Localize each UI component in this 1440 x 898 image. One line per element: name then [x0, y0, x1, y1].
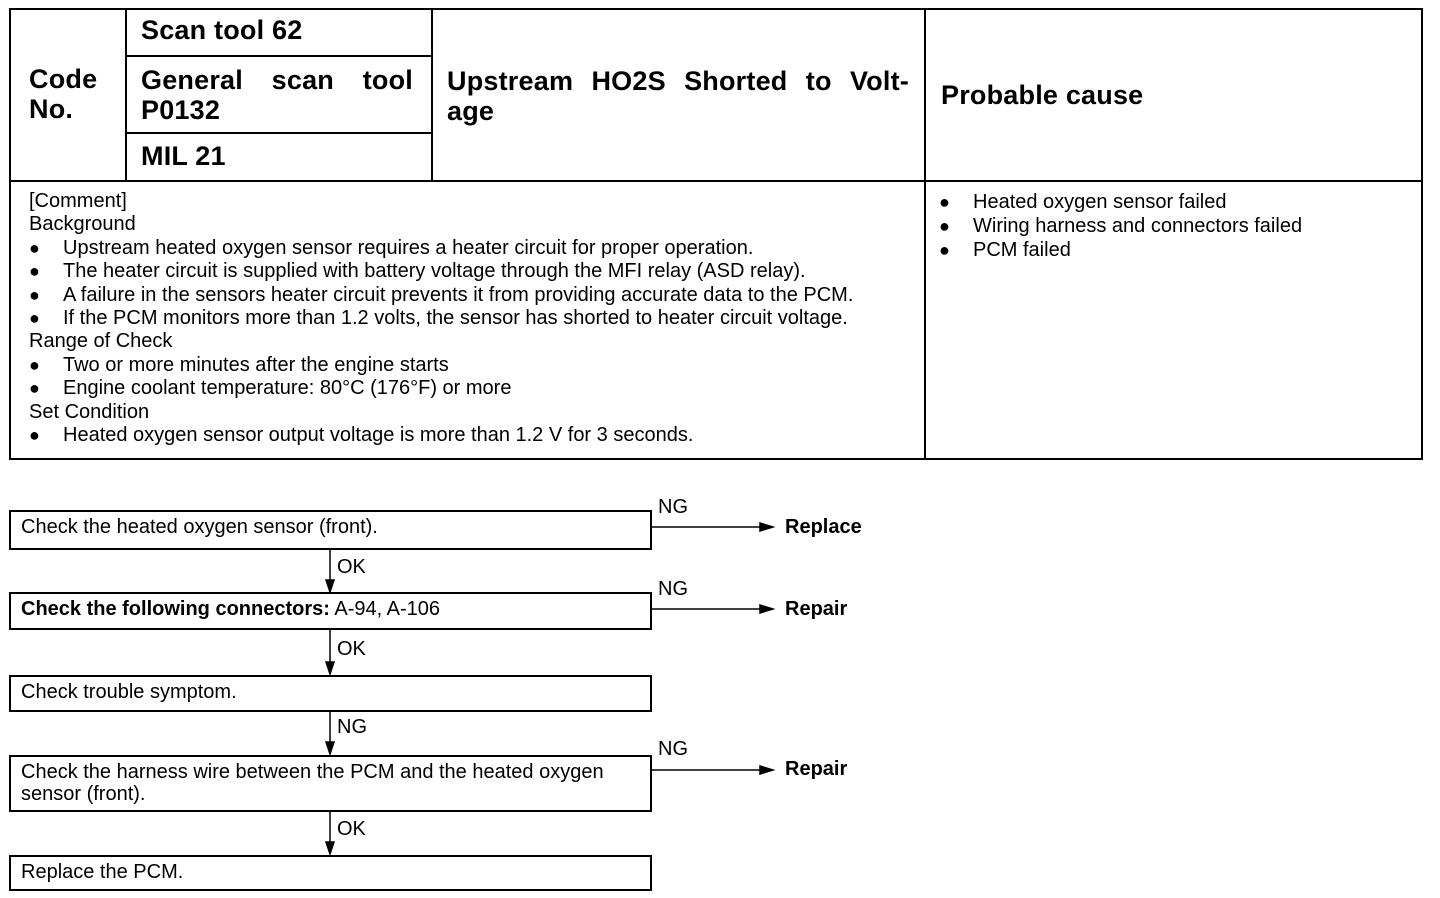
range-of-check-label: Range of Check: [29, 330, 173, 353]
result-replace: Replace: [785, 516, 862, 538]
arrow-head: [760, 605, 773, 613]
arrow-head: [326, 662, 334, 674]
arrow-head: [326, 742, 334, 754]
list-item: ● Heated oxygen sensor output voltage is more than 1.2 V for 3 seconds.: [29, 424, 694, 447]
ng-label: NG: [658, 496, 688, 518]
ng-label: NG: [337, 716, 367, 738]
ok-label: OK: [337, 818, 366, 840]
mil-code: MIL 21: [141, 141, 226, 171]
list-item: ● PCM failed: [939, 239, 1071, 261]
result-repair: Repair: [785, 758, 848, 780]
code-no-header: Code No.: [29, 64, 98, 124]
fault-title: Upstream HO2S Shorted to Volt- age: [447, 66, 909, 126]
probable-cause-header: Probable cause: [941, 80, 1144, 110]
ng-label: NG: [658, 578, 688, 600]
list-item: ● Upstream heated oxygen sensor requires a heater circuit for proper operation.: [29, 236, 754, 259]
general-scan-tool-code: General scan tool P0132: [141, 65, 413, 125]
result-repair: Repair: [785, 598, 848, 620]
arrow-head: [760, 766, 773, 774]
arrow-head: [326, 842, 334, 854]
scan-tool-code: Scan tool 62: [141, 15, 303, 45]
flow-step-check-symptom: Check trouble symptom.: [9, 675, 652, 712]
ok-label: OK: [337, 556, 366, 578]
list-item: ● Wiring harness and connectors failed: [939, 215, 1303, 237]
background-label: Background: [29, 213, 136, 236]
ng-label: NG: [658, 738, 688, 760]
list-item: ● Heated oxygen sensor failed: [939, 191, 1227, 213]
flow-step-check-sensor: Check the heated oxygen sensor (front).: [9, 510, 652, 550]
list-item: ● A failure in the sensors heater circuit prevents it from providing accurate data to the PCM.: [29, 283, 854, 306]
list-item: ● If the PCM monitors more than 1.2 volts, the sensor has shorted to heater circuit voltage.: [29, 307, 848, 330]
flow-step-check-harness: Check the harness wire between the PCM and the heated oxygen sensor (front).: [9, 755, 652, 812]
flow-step-check-connectors: Check the following connectors: A-94, A-106: [9, 592, 652, 630]
set-condition-label: Set Condition: [29, 400, 150, 423]
list-item: ● Two or more minutes after the engine starts: [29, 353, 449, 376]
ok-label: OK: [337, 638, 366, 660]
flow-step-replace-pcm: Replace the PCM.: [9, 855, 652, 891]
arrow-head: [760, 523, 773, 531]
arrow-head: [326, 580, 334, 592]
comment-label: [Comment]: [29, 190, 127, 212]
list-item: ● The heater circuit is supplied with battery voltage through the MFI relay (ASD relay).: [29, 260, 806, 283]
list-item: ● Engine coolant temperature: 80°C (176°F) or more: [29, 377, 512, 400]
